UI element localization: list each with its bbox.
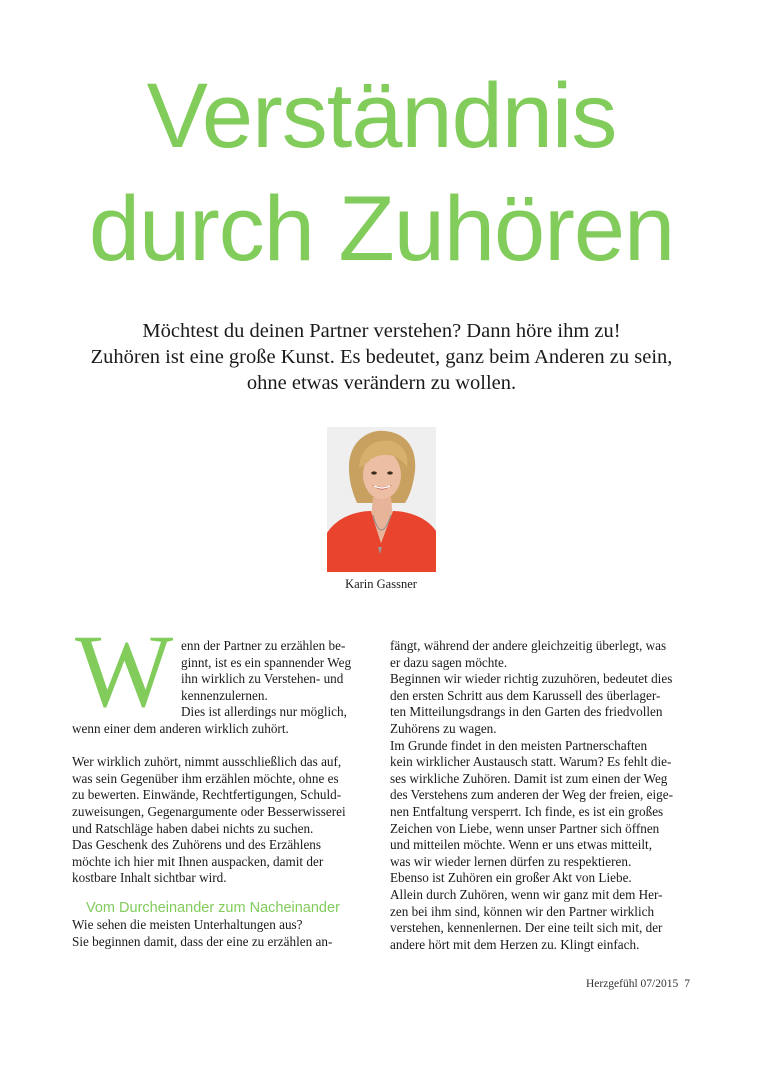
text-line: den ersten Schritt aus dem Karussell des überlager- [390, 687, 661, 703]
text-line: ihn wirklich zu Verstehen- und [181, 671, 344, 687]
page-footer [540, 978, 690, 990]
text-line: zu bewerten. Einwände, Rechtfertigungen, Schuld- [72, 787, 342, 803]
lead-paragraph [40, 318, 723, 396]
text-line: ses wirkliche Zuhören. Damit ist zum einen der Weg [390, 770, 668, 786]
text-line: möchte ich hier mit Ihnen auspacken, damit der [72, 853, 324, 869]
text-line: und mitteilen möchte. Wenn er uns etwas mitteilt, [390, 837, 653, 853]
text-line: und Ratschläge haben dabei nichts zu suchen. [72, 820, 314, 836]
text-line: zen bei ihm sind, können wir den Partner wirklich [390, 903, 655, 919]
text-line: Sie beginnen damit, dass der eine zu erzählen an- [72, 933, 333, 949]
text-line: er dazu sagen möchte. [390, 654, 508, 670]
article-right-column [390, 638, 695, 953]
portrait-caption: Karin Gassner [345, 577, 417, 591]
text-line: Wer wirklich zuhört, nimmt ausschließlich das auf, [72, 754, 342, 770]
text-line: Dies ist allerdings nur möglich, [181, 704, 347, 720]
page-number: 7 [684, 978, 690, 990]
text-line: Wie sehen die meisten Unterhaltungen aus? [72, 916, 303, 932]
text-line: Beginnen wir wieder richtig zuzuhören, bedeutet dies [390, 671, 673, 687]
section-subheading: Vom Durcheinander zum Nacheinander [86, 899, 340, 916]
text-line: was sein Gegenüber ihm erzählen möchte, ohne es [72, 770, 339, 786]
lead-line-2: Zuhören ist eine große Kunst. Es bedeutet, ganz beim Anderen zu sein, [90, 346, 673, 368]
text-line: andere hört mit dem Herzen zu. Klingt einfach. [390, 936, 640, 952]
text-line: Zeichen von Liebe, wenn unser Partner sich öffnen [390, 820, 660, 836]
text-line: Allein durch Zuhören, wenn wir ganz mit dem Her- [390, 886, 663, 902]
text-line: kein wirklicher Austausch statt. Warum? Es fehlt die- [390, 754, 672, 770]
paragraph-gap [72, 738, 372, 755]
text-line: Im Grunde findet in den meisten Partnerschaften [390, 737, 648, 753]
text-line: kennenzulernen. [181, 687, 268, 703]
title-line-1: Verständnis [146, 65, 617, 167]
publication-name: Herzgefühl 07/2015 [585, 978, 679, 990]
text-line: nen Entfaltung versperrt. Ich finde, es ist ein großes [390, 803, 664, 819]
lead-line-1: Möchtest du deinen Partner verstehen? Dann höre ihm zu! [142, 320, 621, 342]
text-line: wenn einer dem anderen wirklich zuhört. [72, 720, 289, 736]
text-line: Zuhörens zu wagen. [390, 720, 497, 736]
text-line: Das Geschenk des Zuhörens und des Erzählens [72, 837, 322, 853]
text-line: verstehen, kennenlernen. Der eine teilt sich mit, der [390, 920, 663, 936]
text-line: fängt, während der andere gleichzeitig überlegt, was [390, 638, 667, 653]
text-line: Ebenso ist Zuhören ein großer Akt von Liebe. [390, 870, 632, 886]
text-line: kostbare Inhalt sichtbar wird. [72, 870, 227, 886]
text-line: enn der Partner zu erzählen be- [181, 638, 346, 653]
text-line: des Verstehens zum anderen der Weg der freien, eige- [390, 787, 673, 803]
page-title [0, 60, 763, 286]
article-left-column [72, 638, 372, 950]
drop-cap: W [75, 614, 174, 729]
lead-line-3: ohne etwas verändern zu wollen. [246, 372, 517, 394]
text-line: ten Mitteilungsdrangs in den Garten des friedvollen [390, 704, 663, 720]
text-line: ginnt, ist es ein spannender Weg [181, 654, 352, 670]
text-line: was wir wieder lernen dürfen zu respektieren. [390, 853, 632, 869]
portrait-illustration [327, 427, 436, 572]
author-portrait [327, 427, 436, 572]
title-line-2: durch Zuhören [88, 178, 675, 280]
text-line: zuweisungen, Gegenargumente oder Besserwisserei [72, 803, 346, 819]
